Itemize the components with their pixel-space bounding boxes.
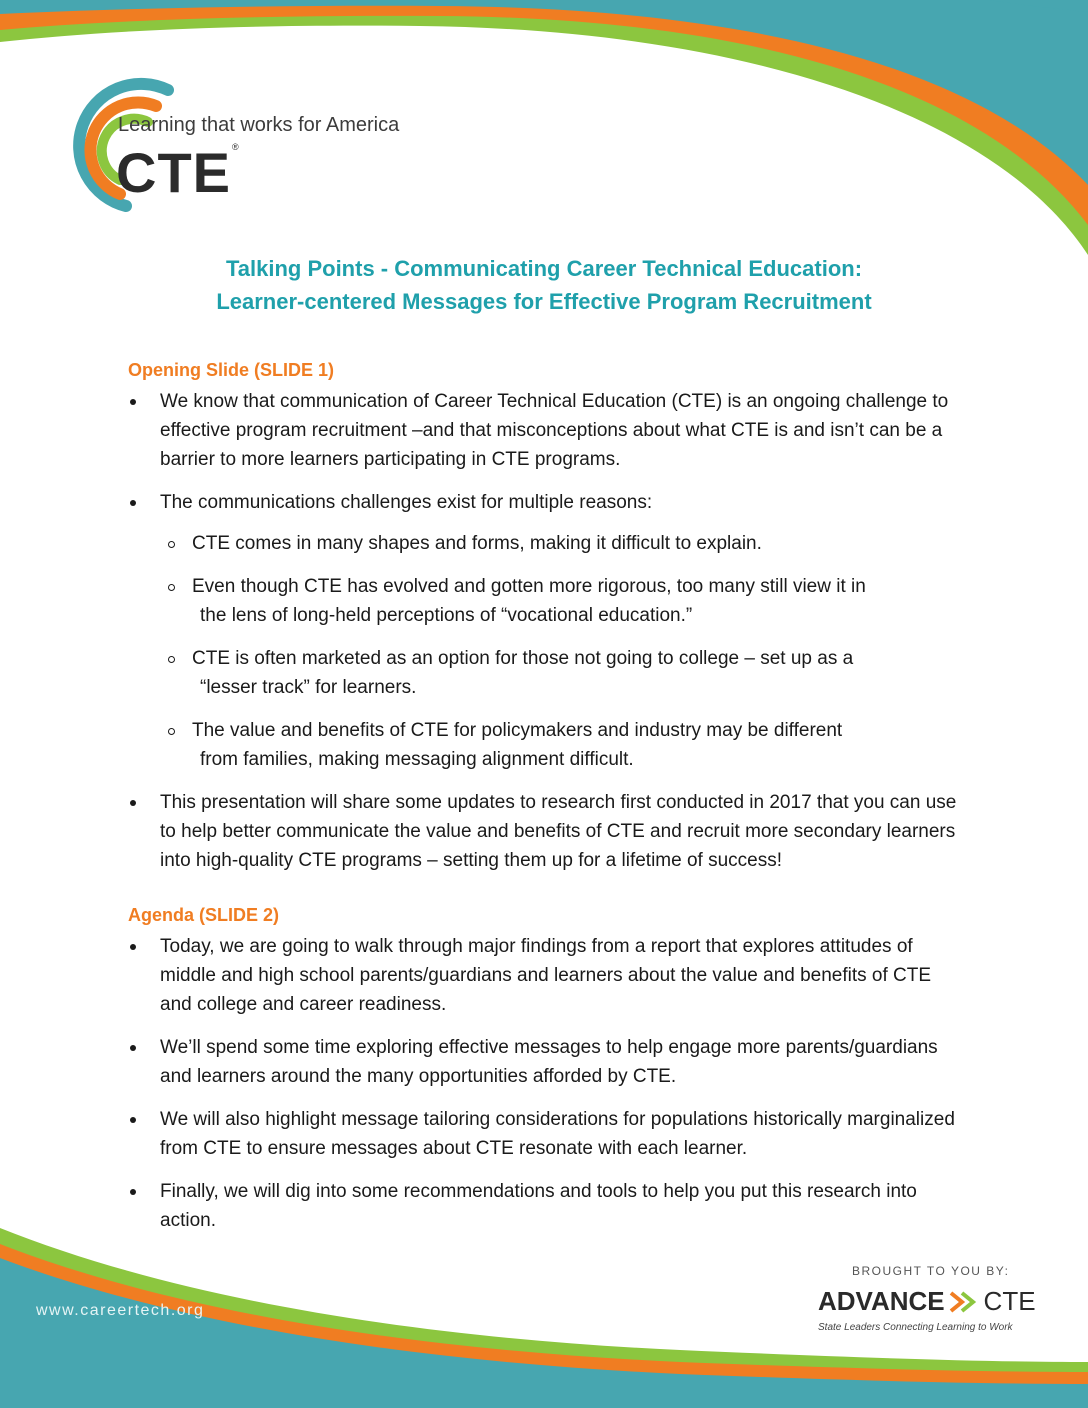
sub-bullet-icon: [168, 584, 175, 591]
advance-cte-wordmark: CTE: [983, 1286, 1036, 1316]
sub-bullet-text-continued: “lesser track” for learners.: [200, 677, 417, 698]
bullet-text: We know that communication of Career Technical Education (CTE) is an ongoing challenge to effective program recruitment –and that misconceptions about what CTE is and isn’t can be a barrier to more learners participating in CTE programs.: [160, 391, 949, 470]
website-link[interactable]: www.careertech.org: [36, 1302, 205, 1319]
bullet-text: Today, we are going to walk through major findings from a report that explores attitudes of middle and high school parents/guardians and learners about the value and benefits of CTE and college and career readiness.: [160, 936, 932, 1015]
advance-cte-logo: [818, 1286, 1036, 1326]
sub-bullet-text: Even though CTE has evolved and gotten more rigorous, too many still view it in: [192, 576, 866, 597]
bullet-icon: [130, 1117, 136, 1123]
bullet-text: We’ll spend some time exploring effective messages to help engage more parents/guardians and learners around the many opportunities afforded by CTE.: [160, 1037, 938, 1087]
list-item: [128, 387, 958, 474]
logo-registered-mark: ®: [232, 142, 239, 152]
list-item: [128, 1105, 958, 1163]
opening-bullet-list: [128, 387, 958, 875]
advance-wordmark: ADVANCE: [818, 1286, 945, 1316]
document-title: [0, 252, 1088, 318]
sub-bullet-text: CTE is often marketed as an option for those not going to college – set up as a: [192, 648, 854, 669]
sub-bullet-icon: [168, 541, 175, 548]
sub-bullet-text-continued: the lens of long-held perceptions of “vocational education.”: [200, 605, 693, 626]
bullet-icon: [130, 944, 136, 950]
brought-to-you-by-label: BROUGHT TO YOU BY:: [852, 1264, 1010, 1278]
list-item: [128, 488, 958, 774]
sub-bullet-icon: [168, 728, 175, 735]
section-heading-opening: Opening Slide (SLIDE 1): [128, 360, 335, 380]
title-line-1: Talking Points - Communicating Career Technical Education:: [225, 256, 863, 281]
bullet-icon: [130, 1189, 136, 1195]
list-item: [128, 932, 958, 1019]
bullet-icon: [130, 1045, 136, 1051]
cte-logo: [56, 76, 436, 216]
sub-list-item: [160, 572, 958, 630]
sub-list-item: [160, 716, 958, 774]
bullet-icon: [130, 500, 136, 506]
sub-bullet-text: The value and benefits of CTE for policymakers and industry may be different: [192, 720, 843, 741]
sub-list-item: [160, 529, 958, 558]
chevron-arrows-icon: [949, 1290, 979, 1314]
bullet-icon: [130, 800, 136, 806]
document-body: [128, 360, 958, 1249]
bullet-text: The communications challenges exist for multiple reasons:: [160, 492, 653, 513]
list-item: [128, 1177, 958, 1235]
bullet-icon: [130, 399, 136, 405]
sub-bullet-text-continued: from families, making messaging alignment difficult.: [200, 749, 634, 770]
section-heading-agenda: Agenda (SLIDE 2): [128, 905, 280, 925]
sub-list-item: [160, 644, 958, 702]
sub-bullet-text: CTE comes in many shapes and forms, making it difficult to explain.: [192, 533, 762, 554]
logo-wordmark: CTE: [116, 141, 231, 204]
bullet-text: Finally, we will dig into some recommendations and tools to help you put this research into action.: [160, 1181, 917, 1231]
title-line-2: Learner-centered Messages for Effective Program Recruitment: [216, 289, 872, 314]
bullet-text: We will also highlight message tailoring considerations for populations historically marginalized from CTE to ensure messages about CTE resonate with each learner.: [160, 1109, 955, 1159]
bullet-text: This presentation will share some updates to research first conducted in 2017 that you can use to help better communicate the value and benefits of CTE and recruit more secondary learners into high-quality CTE programs – setting them up for a lifetime of success!: [160, 792, 957, 871]
logo-tagline: Learning that works for America: [118, 114, 400, 136]
advance-cte-tagline: State Leaders Connecting Learning to Work: [818, 1322, 1013, 1333]
sub-bullet-icon: [168, 656, 175, 663]
list-item: [128, 1033, 958, 1091]
agenda-bullet-list: [128, 932, 958, 1235]
sub-bullet-list: [160, 529, 958, 774]
list-item: [128, 788, 958, 875]
